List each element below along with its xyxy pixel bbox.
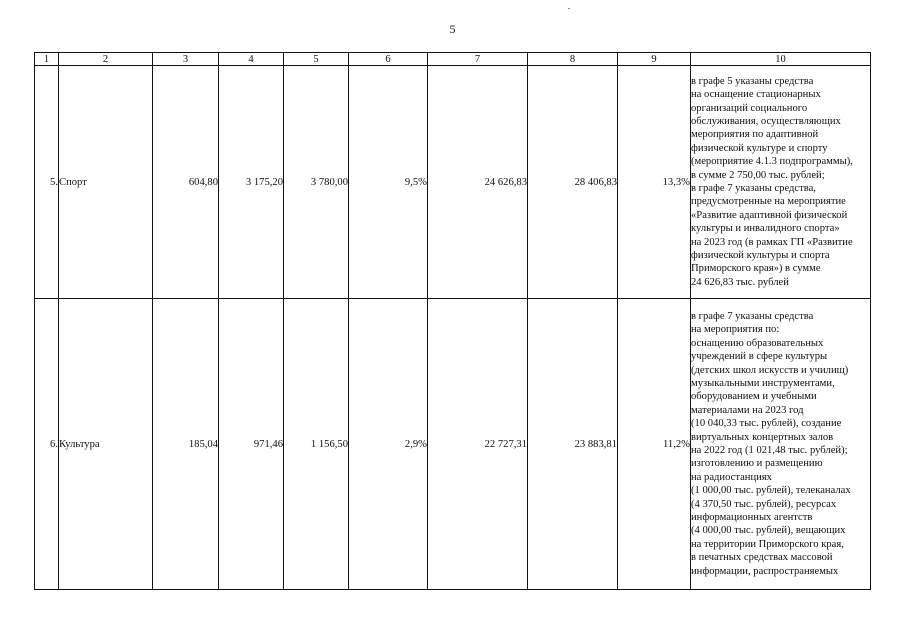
scan-speck — [568, 8, 570, 9]
cell-col4: 3 175,20 — [219, 66, 284, 299]
note-line: (1 000,00 тыс. рублей), телеканалах — [691, 485, 851, 497]
note-line: в графе 5 указаны средства — [691, 75, 814, 87]
row-index: 5. — [35, 66, 59, 299]
note-line: в сумме 2 750,00 тыс. рублей; — [691, 169, 825, 181]
note-line: (4 000,00 тыс. рублей), вещающих — [691, 525, 846, 537]
column-header: 7 — [428, 53, 528, 66]
note-line: на радиостанциях — [691, 471, 772, 483]
note-line: (4 370,50 тыс. рублей), ресурсах — [691, 498, 837, 510]
cell-col9: 11,2% — [618, 299, 691, 590]
column-header: 10 — [691, 53, 871, 66]
note-line: на 2023 год (в рамках ГП «Развитие — [691, 236, 853, 248]
page-number: 5 — [449, 22, 456, 36]
note-line: изготовлению и размещению — [691, 458, 823, 470]
note-line: на 2022 год (1 021,48 тыс. рублей); — [691, 445, 848, 456]
cell-col6: 2,9% — [349, 299, 428, 590]
row-name: Культура — [59, 299, 153, 590]
note-line: предусмотренные на мероприятие — [691, 196, 846, 208]
note-line: информации, распространяемых — [691, 565, 839, 577]
budget-table — [34, 52, 871, 590]
cell-col3: 604,80 — [153, 66, 219, 299]
row-note — [691, 66, 871, 299]
table-row — [35, 299, 871, 590]
cell-col3: 185,04 — [153, 299, 219, 590]
note-line: виртуальных концертных залов — [691, 431, 834, 443]
note-line: (детских школ искусств и училищ) — [691, 364, 849, 376]
note-line: в печатных средствах массовой — [691, 552, 833, 564]
note-line: на территории Приморского края, — [691, 538, 844, 550]
note-line: Приморского края») в сумме — [691, 263, 821, 275]
note-line: материалами на 2023 год — [691, 404, 804, 416]
note-line: физической культуре и спорту — [691, 142, 828, 154]
table-row — [35, 66, 871, 299]
column-header: 5 — [284, 53, 349, 66]
note-line: обслуживания, осуществляющих — [691, 115, 841, 127]
column-header: 6 — [349, 53, 428, 66]
table-header-row — [35, 53, 871, 66]
note-line: «Развитие адаптивной физической — [691, 209, 848, 221]
note-line: на оснащение стационарных — [691, 89, 821, 101]
note-line: в графе 7 указаны средства — [691, 310, 814, 322]
note-line: (10 040,33 тыс. рублей), создание — [691, 418, 842, 430]
note-line: культуры и инвалидного спорта» — [691, 223, 840, 235]
cell-col7: 22 727,31 — [428, 299, 528, 590]
column-header: 9 — [618, 53, 691, 66]
cell-col5: 3 780,00 — [284, 66, 349, 299]
cell-col8: 28 406,83 — [528, 66, 618, 299]
note-line: организаций социального — [691, 102, 808, 114]
cell-col4: 971,46 — [219, 299, 284, 590]
note-line: музыкальными инструментами, — [691, 377, 835, 389]
cell-col9: 13,3% — [618, 66, 691, 299]
note-line: информационных агентств — [691, 512, 813, 524]
column-header: 2 — [59, 53, 153, 66]
note-line: в графе 7 указаны средства, — [691, 183, 816, 194]
column-header: 1 — [35, 53, 59, 66]
cell-col6: 9,5% — [349, 66, 428, 299]
note-line: физической культуры и спорта — [691, 250, 830, 262]
row-note — [691, 299, 871, 590]
column-header: 8 — [528, 53, 618, 66]
note-line: учреждений в сфере культуры — [691, 351, 828, 363]
row-name: Спорт — [59, 66, 153, 299]
cell-col8: 23 883,81 — [528, 299, 618, 590]
note-line: 24 626,83 тыс. рублей — [691, 276, 789, 288]
row-index: 6. — [35, 299, 59, 590]
note-line: (мероприятие 4.1.3 подпрограммы), — [691, 156, 853, 168]
note-line: на мероприятия по: — [691, 324, 780, 336]
column-header: 3 — [153, 53, 219, 66]
note-line: мероприятия по адаптивной — [691, 129, 819, 141]
cell-col7: 24 626,83 — [428, 66, 528, 299]
cell-col5: 1 156,50 — [284, 299, 349, 590]
note-line: оборудованием и учебными — [691, 391, 817, 403]
note-line: оснащению образовательных — [691, 337, 824, 349]
column-header: 4 — [219, 53, 284, 66]
